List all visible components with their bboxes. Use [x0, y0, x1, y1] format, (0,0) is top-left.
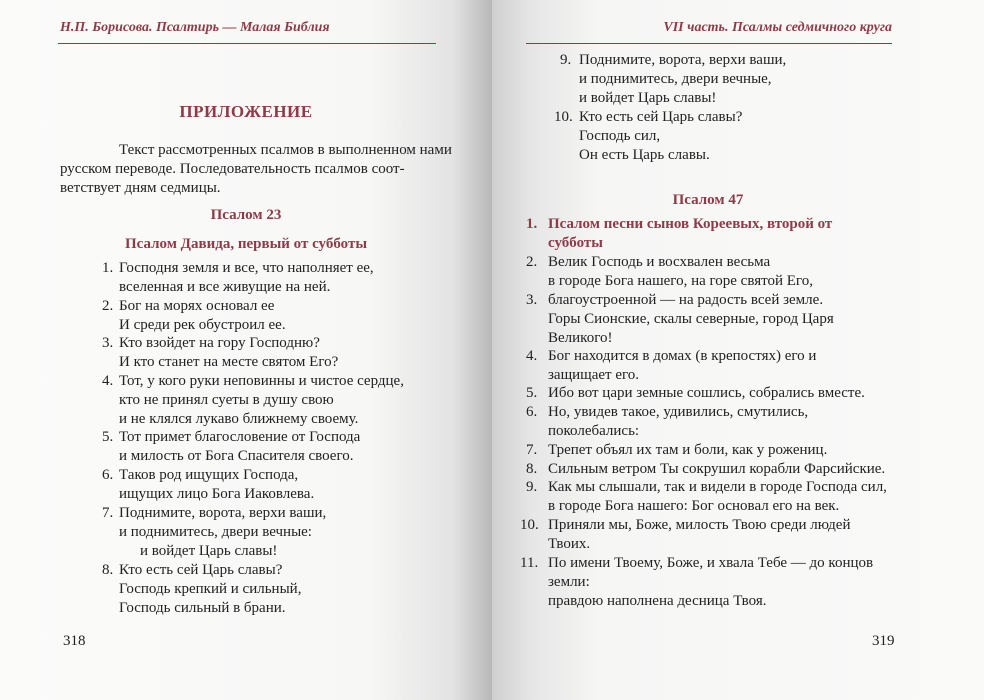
- verse-number: 8.: [526, 461, 538, 477]
- verse-line: защищает его.: [548, 367, 640, 383]
- verse-number: 4.: [526, 348, 538, 364]
- verse-line: правдою наполнена десница Твоя.: [548, 593, 767, 609]
- verse-number: 8.: [102, 562, 114, 578]
- verse-line: и поднимитесь, двери вечные:: [119, 524, 312, 540]
- verse-line: Господня земля и все, что наполняет ее,: [119, 260, 374, 276]
- verse-line: земли:: [548, 574, 590, 590]
- verse-number: 2.: [102, 298, 114, 314]
- verse-line: Кто есть сей Царь славы?: [119, 562, 283, 578]
- verse-line: и войдет Царь славы!: [579, 90, 717, 106]
- verse-number: 3.: [526, 292, 538, 308]
- verse-line: Велик Господь и восхвален весьма: [548, 254, 771, 270]
- verse-line: Он есть Царь славы.: [579, 147, 710, 163]
- verse-number: 5.: [102, 429, 114, 445]
- verse-line: ищущих лицо Бога Иаковлева.: [119, 486, 315, 502]
- page-number: 318: [63, 633, 86, 649]
- verse-line: и войдет Царь славы!: [140, 543, 278, 559]
- verse-line: По имени Твоему, Боже, и хвала Тебе — до концов: [548, 555, 874, 571]
- verse-line: Поднимите, ворота, верхи ваши,: [579, 52, 787, 68]
- verse-line: Господь сил,: [579, 128, 661, 144]
- verse-number: 4.: [102, 373, 114, 389]
- verse-number: 10.: [520, 517, 539, 533]
- intro-line: русском переводе. Последовательность псалмов соот-: [60, 161, 405, 177]
- verse-line: Псалом песни сынов Кореевых, второй от: [548, 216, 833, 232]
- verse-line: Приняли мы, Боже, милость Твою среди людей: [548, 517, 851, 533]
- verse-line: Сильным ветром Ты сокрушил корабли Фарсийские.: [548, 461, 886, 477]
- verse-line: И кто станет на месте святом Его?: [119, 354, 339, 370]
- verse-line: Таков род ищущих Господа,: [119, 467, 299, 483]
- verse-line: Господь сильный в брани.: [119, 600, 286, 616]
- verse-line: в городе Бога нашего, на горе святой Его,: [548, 273, 813, 289]
- running-head: VII часть. Псалмы седмичного круга: [663, 20, 892, 35]
- verse-number: 7.: [102, 505, 114, 521]
- verse-line: Господь крепкий и сильный,: [119, 581, 302, 597]
- verse-line: Твоих.: [548, 536, 591, 552]
- psalm-title: Псалом 23: [210, 207, 282, 223]
- header-rule: [58, 43, 436, 44]
- verse-line: Тот, у кого руки неповинны и чистое сердце,: [119, 373, 404, 389]
- verse-number: 9.: [526, 479, 538, 495]
- verse-line: благоустроенной — на радость всей земле.: [548, 292, 824, 308]
- verse-number: 11.: [520, 555, 539, 571]
- verse-line: Ибо вот цари земные сошлись, собрались вместе.: [548, 385, 865, 401]
- verse-line: Бог на морях основал ее: [119, 298, 275, 314]
- verse-line: кто не принял суеты в душу свою: [119, 392, 334, 408]
- verse-number: 1.: [102, 260, 114, 276]
- verse-line: Но, увидев такое, удивились, смутились,: [548, 404, 809, 420]
- intro-line: Текст рассмотренных псалмов в выполненном нами: [119, 142, 452, 158]
- verse-number: 6.: [102, 467, 114, 483]
- verse-number: 1.: [526, 216, 538, 232]
- header-rule: [526, 43, 892, 44]
- verse-number: 2.: [526, 254, 538, 270]
- verse-number: 3.: [102, 335, 114, 351]
- verse-line: Великого!: [548, 330, 613, 346]
- psalm-title: Псалом 47: [672, 192, 744, 208]
- verse-line: и поднимитесь, двери вечные,: [579, 71, 772, 87]
- verse-line: Поднимите, ворота, верхи ваши,: [119, 505, 327, 521]
- verse-line: Кто есть сей Царь славы?: [579, 109, 743, 125]
- intro-line: ветствует дням седмицы.: [60, 180, 221, 196]
- section-title: ПРИЛОЖЕНИЕ: [179, 102, 313, 121]
- verse-line: и милость от Бога Спасителя своего.: [119, 448, 354, 464]
- verse-number: 10.: [554, 109, 573, 125]
- right-page: [492, 0, 984, 700]
- verse-line: Кто взойдет на гору Господню?: [119, 335, 320, 351]
- verse-line: Как мы слышали, так и видели в городе Господа сил,: [548, 479, 887, 495]
- page-number: 319: [872, 633, 895, 649]
- psalm-subtitle: Псалом Давида, первый от субботы: [124, 236, 368, 252]
- verse-line: и не клялся лукаво ближнему своему.: [119, 411, 359, 427]
- verse-line: в городе Бога нашего: Бог основал его на век.: [548, 498, 840, 514]
- verse-line: И среди рек обустроил ее.: [119, 317, 286, 333]
- verse-number: 5.: [526, 385, 538, 401]
- verse-line: Бог находится в домах (в крепостях) его и: [548, 348, 817, 364]
- verse-line: Трепет объял их там и боли, как у рожениц.: [548, 442, 828, 458]
- verse-line: субботы: [548, 235, 603, 251]
- verse-number: 7.: [526, 442, 538, 458]
- verse-number: 6.: [526, 404, 538, 420]
- verse-line: Тот примет благословение от Господа: [119, 429, 361, 445]
- verse-number: 9.: [560, 52, 572, 68]
- verse-line: поколебались:: [548, 423, 640, 439]
- running-head: Н.П. Борисова. Псалтирь — Малая Библия: [60, 20, 330, 35]
- verse-line: Горы Сионские, скалы северные, город Царя: [548, 311, 834, 327]
- verse-line: вселенная и все живущие на ней.: [119, 279, 331, 295]
